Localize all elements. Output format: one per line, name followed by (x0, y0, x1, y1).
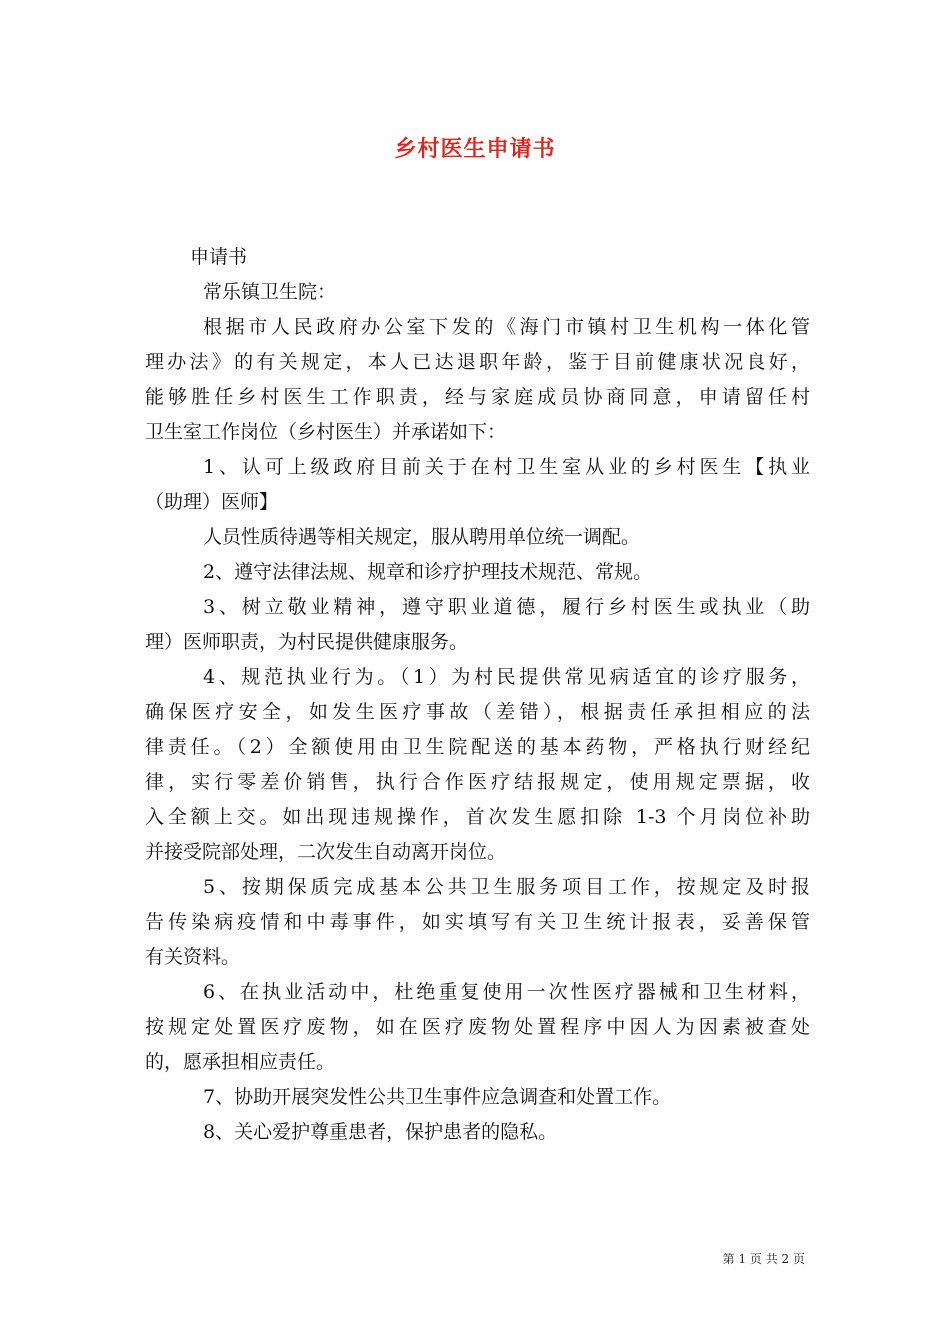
paragraph-line: 6、在执业活动中，杜绝重复使用一次性医疗器械和卫生材料， (203, 981, 810, 1003)
paragraph-line: 告传染病疫情和中毒事件，如实填写有关卫生统计报表，妥善保管 (145, 911, 810, 933)
document-body (145, 240, 810, 1150)
paragraph-line: 3、树立敬业精神，遵守职业道德，履行乡村医生或执业（助 (203, 596, 810, 618)
paragraph-line: 根据市人民政府办公室下发的《海门市镇村卫生机构一体化管 (203, 316, 810, 338)
paragraph-line: 确保医疗安全，如发生医疗事故（差错），根据责任承担相应的法 (145, 701, 810, 723)
paragraph-line: 能够胜任乡村医生工作职责，经与家庭成员协商同意，申请留任村 (145, 386, 810, 408)
paragraph-line: 2、遵守法律法规、规章和诊疗护理技术规范、常规。 (203, 561, 653, 583)
paragraph-line: 理办法》的有关规定，本人已达退职年龄，鉴于目前健康状况良好， (145, 351, 810, 373)
paragraph-line: 5、按期保质完成基本公共卫生服务项目工作，按规定及时报 (203, 876, 810, 898)
paragraph-line: （助理）医师】 (145, 491, 279, 513)
paragraph-line: 律责任。（2）全额使用由卫生院配送的基本药物，严格执行财经纪 (145, 736, 810, 758)
paragraph-line: 理）医师职责，为村民提供健康服务。 (145, 631, 469, 653)
paragraph-line: 入全额上交。如出现违规操作，首次发生愿扣除 1-3 个月岗位补助 (145, 806, 810, 828)
paragraph-line: 并接受院部处理，二次发生自动离开岗位。 (145, 841, 507, 863)
page-number: 第 1 页 共 2 页 (722, 1252, 805, 1266)
paragraph-line: 的，愿承担相应责任。 (145, 1051, 336, 1073)
paragraph-line: 按规定处置医疗废物，如在医疗废物处置程序中因人为因素被查处 (145, 1016, 810, 1038)
paragraph-line: 7、协助开展突发性公共卫生事件应急调查和处置工作。 (203, 1086, 672, 1108)
paragraph-line: 8、关心爱护尊重患者，保护患者的隐私。 (203, 1121, 558, 1143)
paragraph-line: 4、规范执业行为。（1）为村民提供常见病适宜的诊疗服务， (203, 666, 810, 688)
page-title: 乡村医生申请书 (394, 136, 556, 162)
paragraph-line: 人员性质待遇等相关规定，服从聘用单位统一调配。 (203, 526, 641, 548)
paragraph-line: 有关资料。 (145, 946, 241, 968)
salutation-heading: 申请书 (190, 246, 248, 268)
paragraph-line: 律，实行零差价销售，执行合作医疗结报规定，使用规定票据，收 (145, 771, 810, 793)
paragraph-line: 1、认可上级政府目前关于在村卫生室从业的乡村医生【执业 (203, 456, 810, 478)
paragraph-line: 卫生室工作岗位（乡村医生）并承诺如下： (145, 421, 507, 443)
recipient-line: 常乐镇卫生院： (203, 281, 337, 303)
